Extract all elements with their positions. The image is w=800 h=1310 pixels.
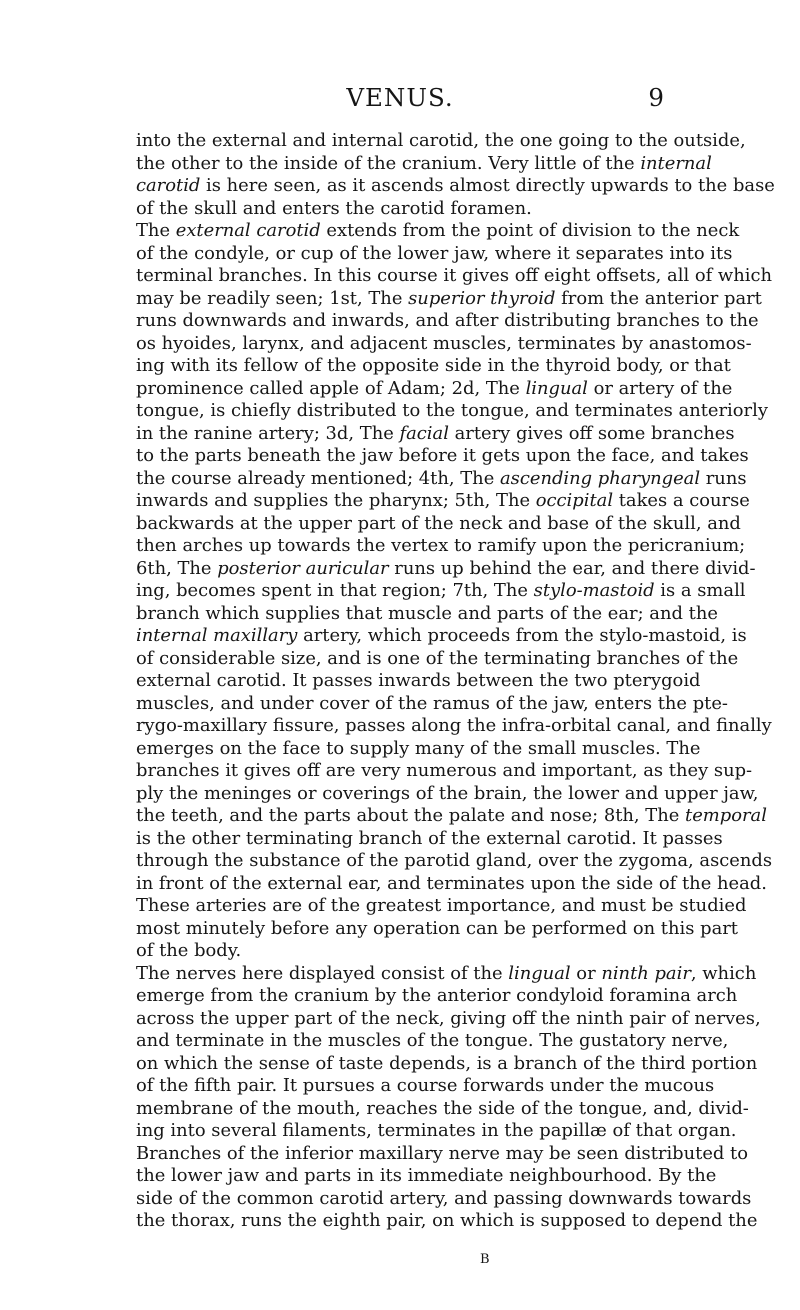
text-line	[136, 445, 749, 468]
text-run: os hyoides, larynx, and adjacent muscles, terminates by anastomos-	[136, 332, 752, 354]
text-run: backwards at the upper part of the neck and base of the skull, and	[136, 512, 741, 534]
running-head	[136, 80, 664, 116]
text-run: or	[570, 962, 602, 984]
text-line	[136, 985, 738, 1008]
text-run: or artery of the	[587, 377, 733, 399]
text-line	[136, 130, 746, 153]
text-run: is the other terminating branch of the external carotid. It passes	[136, 827, 723, 849]
text-line	[136, 467, 747, 491]
text-run: into the external and internal carotid, the one going to the outside,	[136, 130, 746, 151]
text-run: in the ranine artery; 3d, The	[136, 422, 400, 444]
text-run: Branches of the inferior maxillary nerve may be seen distributed to	[136, 1142, 749, 1164]
page-number: 9	[648, 83, 664, 112]
text-line	[136, 602, 718, 626]
text-run: is a small	[654, 580, 746, 601]
italic-term: superior thyroid	[408, 287, 556, 309]
text-run: side of the common carotid artery, and passing downwards towards	[136, 1187, 752, 1209]
text-run: artery, which proceeds from the stylo-mastoid, is	[297, 625, 747, 646]
text-run: from the anterior part	[555, 287, 762, 309]
text-line	[136, 422, 735, 446]
text-run: 6th, The	[136, 557, 218, 579]
text-run: the other to the inside of the cranium. Very little of the	[136, 152, 641, 174]
text-run: The nerves here displayed consist of the	[136, 962, 509, 984]
text-run: of the skull and enters the carotid foramen.	[136, 197, 532, 219]
text-line	[136, 287, 762, 311]
text-run: external carotid. It passes inwards between the two pterygoid	[136, 670, 701, 691]
text-line	[136, 332, 752, 356]
text-run: of the condyle, or cup of the lower jaw, where it separates into its	[136, 242, 733, 264]
text-run: ing with its fellow of the opposite side in the thyroid body, or that	[136, 355, 731, 376]
text-run: the lower jaw and parts in its immediate neighbourhood. By the	[136, 1165, 717, 1186]
text-run: prominence called apple of Adam; 2d, The	[136, 377, 526, 399]
text-line	[136, 962, 757, 986]
text-line	[136, 1007, 761, 1031]
text-run: of the body.	[136, 940, 242, 961]
text-line	[136, 1075, 715, 1098]
text-run: is here seen, as it ascends almost directly upwards to the base	[200, 175, 775, 196]
text-line	[136, 512, 741, 536]
italic-term: carotid	[136, 175, 201, 196]
text-line	[136, 760, 753, 783]
text-line	[136, 670, 701, 693]
text-line	[136, 917, 738, 941]
text-line	[136, 152, 712, 176]
text-line	[136, 1120, 737, 1143]
italic-term: ninth pair	[601, 962, 691, 984]
text-run: The	[136, 220, 176, 241]
text-line	[136, 1052, 758, 1076]
italic-term: internal	[640, 152, 712, 174]
text-run: then arches up towards the vertex to ramify upon the pericranium;	[136, 535, 746, 556]
text-line	[136, 265, 773, 288]
signature-mark: B	[480, 1252, 491, 1267]
text-run: branch which supplies that muscle and parts of the ear; and the	[136, 602, 718, 624]
text-run: runs downwards and inwards, and after distributing branches to the	[136, 310, 759, 331]
text-run: may be readily seen; 1st, The	[136, 287, 409, 309]
text-line	[136, 1142, 749, 1166]
text-line	[136, 715, 772, 738]
text-run: across the upper part of the neck, giving off the ninth pair of nerves,	[136, 1007, 761, 1029]
italic-term: external carotid	[175, 220, 321, 241]
text-run: runs up behind the ear, and there divid-	[388, 557, 756, 579]
text-run: through the substance of the parotid gland, over the zygoma, ascends	[136, 850, 773, 871]
text-line	[136, 1030, 729, 1053]
text-run: to the parts beneath the jaw before it gets upon the face, and takes	[136, 445, 749, 466]
text-run: muscles, and under cover of the ramus of the jaw, enters the pte-	[136, 692, 728, 714]
text-run: ply the meninges or coverings of the brain, the lower and upper jaw,	[136, 782, 759, 804]
text-line	[136, 310, 759, 333]
text-line	[136, 175, 775, 198]
body-text	[136, 130, 775, 1233]
text-line	[136, 872, 767, 896]
text-run: in front of the external ear, and terminates upon the side of the head.	[136, 872, 767, 894]
text-line	[136, 1165, 717, 1188]
text-line	[136, 490, 750, 513]
text-run: and terminate in the muscles of the tongue. The gustatory nerve,	[136, 1030, 729, 1051]
text-run: runs	[700, 467, 747, 489]
text-run: terminal branches. In this course it gives off eight offsets, all of which	[136, 265, 773, 286]
italic-term: occipital	[535, 490, 614, 511]
text-run: These arteries are of the greatest importance, and must be studied	[136, 895, 747, 916]
text-line	[136, 827, 723, 851]
text-run: inwards and supplies the pharynx; 5th, The	[136, 490, 536, 511]
italic-term: internal maxillary	[136, 625, 298, 646]
italic-term: ascending pharyngeal	[499, 467, 701, 489]
text-line	[136, 242, 733, 266]
italic-term: posterior auricular	[217, 557, 389, 579]
text-run: membrane of the mouth, reaches the side of the tongue, and, divid-	[136, 1097, 749, 1119]
italic-term: lingual	[508, 962, 571, 984]
text-line	[136, 580, 746, 603]
text-run: ing, becomes spent in that region; 7th, The	[136, 580, 534, 601]
text-run: emerge from the cranium by the anterior condyloid foramina arch	[136, 985, 738, 1006]
text-run: ing into several filaments, terminates in the papillæ of that organ.	[136, 1120, 737, 1141]
text-run: of considerable size, and is one of the terminating branches of the	[136, 647, 739, 669]
text-line	[136, 782, 759, 806]
text-line	[136, 535, 746, 558]
text-run: extends from the point of division to the neck	[320, 220, 740, 241]
text-line	[136, 400, 768, 423]
text-run: rygo-maxillary fissure, passes along the infra-orbital canal, and finally	[136, 715, 772, 736]
running-title: VENUS.	[346, 83, 454, 112]
text-line	[136, 647, 739, 671]
text-line	[136, 557, 756, 581]
text-line	[136, 377, 733, 401]
text-line	[136, 625, 747, 648]
text-run: on which the sense of taste depends, is a branch of the third portion	[136, 1052, 758, 1074]
italic-term: lingual	[525, 377, 588, 399]
italic-term: stylo-mastoid	[533, 580, 655, 601]
text-run: the thorax, runs the eighth pair, on which is supposed to depend the	[136, 1210, 758, 1231]
italic-term: temporal	[685, 805, 767, 826]
text-run: branches it gives off are very numerous and important, as they sup-	[136, 760, 753, 781]
text-run: artery gives off some branches	[448, 422, 735, 444]
text-run: emerges on the face to supply many of the small muscles. The	[136, 737, 701, 759]
text-line	[136, 895, 747, 918]
text-line	[136, 940, 664, 963]
text-line	[136, 737, 701, 761]
text-run: the course already mentioned; 4th, The	[136, 467, 500, 489]
text-line	[136, 1210, 758, 1233]
text-line	[136, 198, 664, 221]
text-run: of the fifth pair. It pursues a course forwards under the mucous	[136, 1075, 715, 1096]
text-line	[136, 1187, 752, 1211]
text-run: , which	[690, 962, 757, 984]
text-run: the teeth, and the parts about the palate and nose; 8th, The	[136, 805, 686, 826]
italic-term: facial	[399, 422, 449, 444]
text-run: tongue, is chiefly distributed to the tongue, and terminates anteriorly	[136, 400, 768, 421]
text-line	[136, 850, 773, 873]
text-line	[136, 355, 731, 378]
text-run: most minutely before any operation can be performed on this part	[136, 917, 738, 939]
text-line	[136, 805, 767, 828]
text-run: takes a course	[613, 490, 750, 511]
text-line	[136, 1097, 749, 1121]
text-line	[136, 692, 728, 716]
text-line	[136, 220, 740, 243]
